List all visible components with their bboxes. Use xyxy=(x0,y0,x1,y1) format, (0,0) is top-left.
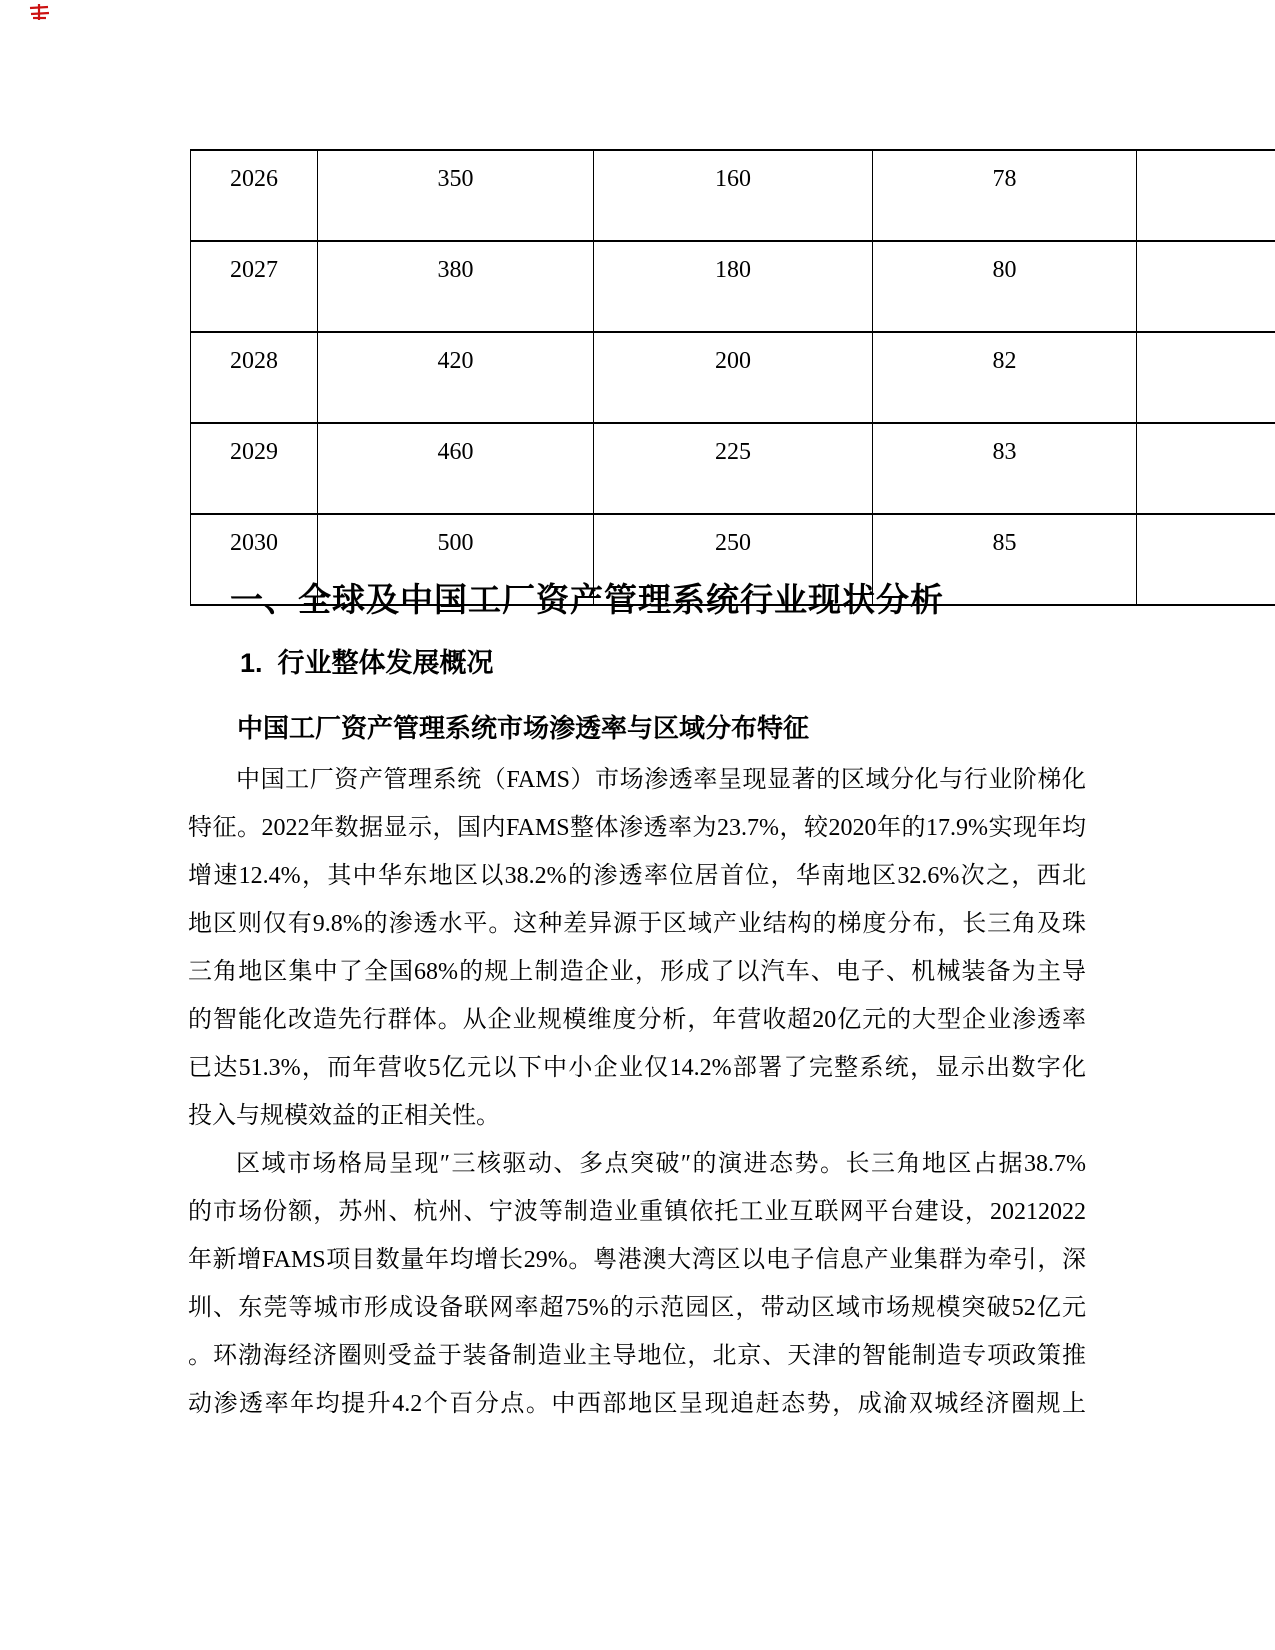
forecast-table xyxy=(190,149,1275,606)
section-heading-level3: 中国工厂资产管理系统市场渗透率与区域分布特征 xyxy=(237,713,810,743)
table-row xyxy=(191,423,1275,514)
table-cell: 2030 xyxy=(191,514,318,605)
table-cell: 180 xyxy=(594,241,873,332)
body-paragraph-line: 的智能化改造先行群体。从企业规模维度分析，年营收超20亿元的大型企业渗透率 xyxy=(188,1007,1086,1033)
table-row xyxy=(191,332,1275,423)
table-cell: 225 xyxy=(594,423,873,514)
red-mark xyxy=(28,3,52,21)
table-cell: 380 xyxy=(318,241,594,332)
body-paragraph-line: 已达51.3%，而年营收5亿元以下中小企业仅14.2%部署了完整系统，显示出数字化 xyxy=(188,1055,1086,1081)
table-row xyxy=(191,150,1275,241)
table-cell: 83 xyxy=(873,423,1137,514)
body-paragraph-line: 。环渤海经济圈则受益于装备制造业主导地位，北京、天津的智能制造专项政策推 xyxy=(188,1343,1086,1369)
body-paragraph-line: 地区则仅有9.8%的渗透水平。这种差异源于区域产业结构的梯度分布，长三角及珠 xyxy=(188,911,1086,937)
table-cell: 2026 xyxy=(191,150,318,241)
body-paragraph-line: 区域市场格局呈现″三核驱动、多点突破″的演进态势。长三角地区占据38.7% xyxy=(236,1151,1086,1177)
table-cell: 200 xyxy=(594,332,873,423)
section-heading-level2: 1. 行业整体发展概况 xyxy=(240,648,494,678)
table-cell: 82 xyxy=(873,332,1137,423)
table-cell xyxy=(1137,332,1275,423)
body-paragraph-line: 增速12.4%，其中华东地区以38.2%的渗透率位居首位，华南地区32.6%次之，西北 xyxy=(188,863,1086,889)
body-paragraph-line: 投入与规模效益的正相关性。 xyxy=(188,1103,500,1129)
body-text-block xyxy=(188,756,1086,1428)
table-cell xyxy=(1137,241,1275,332)
table-cell: 85 xyxy=(873,514,1137,605)
table-cell: 160 xyxy=(594,150,873,241)
body-paragraph-line: 中国工厂资产管理系统（FAMS）市场渗透率呈现显著的区域分化与行业阶梯化 xyxy=(236,767,1086,793)
table-cell: 500 xyxy=(318,514,594,605)
section-heading-level1: 一、全球及中国工厂资产管理系统行业现状分析 xyxy=(230,581,944,618)
body-paragraph-line: 三角地区集中了全国68%的规上制造企业，形成了以汽车、电子、机械装备为主导 xyxy=(188,959,1086,985)
table-cell xyxy=(1137,423,1275,514)
table-cell: 2027 xyxy=(191,241,318,332)
table-row xyxy=(191,241,1275,332)
table-cell: 2029 xyxy=(191,423,318,514)
table-cell: 420 xyxy=(318,332,594,423)
table-cell: 250 xyxy=(594,514,873,605)
body-paragraph-line: 动渗透率年均提升4.2个百分点。中西部地区呈现追赶态势，成渝双城经济圈规上 xyxy=(188,1391,1086,1417)
table-cell: 350 xyxy=(318,150,594,241)
body-paragraph-line: 特征。2022年数据显示，国内FAMS整体渗透率为23.7%，较2020年的17.9%实现年均 xyxy=(188,815,1086,841)
table-cell: 80 xyxy=(873,241,1137,332)
body-paragraph-line: 的市场份额，苏州、杭州、宁波等制造业重镇依托工业互联网平台建设，20212022 xyxy=(188,1199,1086,1225)
table-cell: 78 xyxy=(873,150,1137,241)
table-cell xyxy=(1137,150,1275,241)
body-paragraph-line: 圳、东莞等城市形成设备联网率超75%的示范园区，带动区域市场规模突破52亿元 xyxy=(188,1295,1086,1321)
table-cell: 460 xyxy=(318,423,594,514)
table-cell: 2028 xyxy=(191,332,318,423)
body-paragraph-line: 年新增FAMS项目数量年均增长29%。粤港澳大湾区以电子信息产业集群为牵引，深 xyxy=(188,1247,1086,1273)
